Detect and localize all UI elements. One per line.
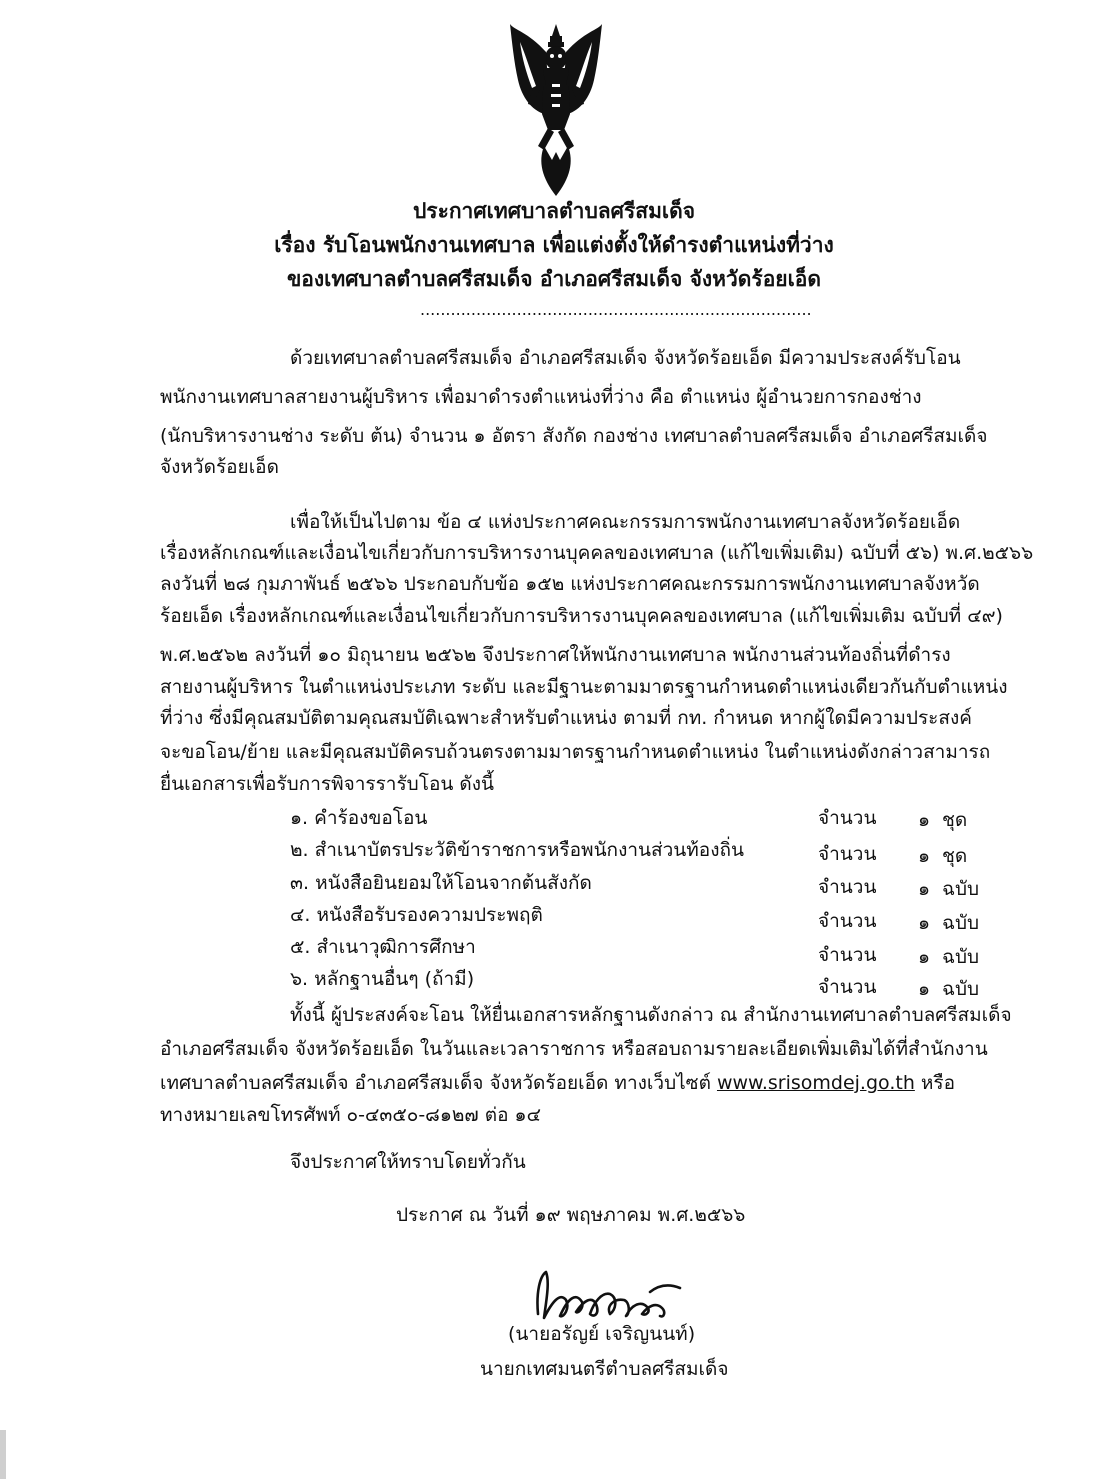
quantity-number: ๑ [918,978,931,1000]
paragraph-line: จะขอโอน/ย้าย และมีคุณสมบัติครบถ้วนตรงตามมาตรฐานกำหนดตำแหน่ง ในตำแหน่งดังกล่าวสามารถ [160,741,991,763]
header-divider: ............................................................................. [420,300,812,319]
announcement-subject: เรื่อง รับโอนพนักงานเทศบาล เพื่อแต่งตั้งให้ดำรงตำแหน่งที่ว่าง [274,233,834,257]
paragraph-line: ร้อยเอ็ด เรื่องหลักเกณฑ์และเงื่อนไขเกี่ยวกับการบริหารงานบุคคลของเทศบาล (แก้ไขเพิ่มเติม ฉบับที่ ๔๙) [160,605,1003,627]
paragraph-line: เรื่องหลักเกณฑ์และเงื่อนไขเกี่ยวกับการบริหารงานบุคคลของเทศบาล (แก้ไขเพิ่มเติม) ฉบับที่ ๕๖) พ.ศ.๒๕๖๖ [160,542,1034,564]
paragraph-line: เพื่อให้เป็นไปตาม ข้อ ๔ แห่งประกาศคณะกรรมการพนักงานเทศบาลจังหวัดร้อยเอ็ด [290,511,961,533]
paragraph-line: พนักงานเทศบาลสายงานผู้บริหาร เพื่อมาดำรงตำแหน่งที่ว่าง คือ ตำแหน่ง ผู้อำนวยการกองช่าง [160,386,922,408]
quantity-unit: ฉบับ [942,978,980,1000]
signer-position: นายกเทศมนตรีตำบลศรีสมเด็จ [480,1358,729,1380]
paragraph-text: หรือ [914,1072,956,1094]
closing-line: จึงประกาศให้ทราบโดยทั่วกัน [290,1151,526,1173]
quantity-word: จำนวน [818,944,877,966]
quantity-unit: ฉบับ [942,912,980,934]
paragraph-line: พ.ศ.๒๕๖๒ ลงวันที่ ๑๐ มิถุนายน ๒๕๖๒ จึงประกาศให้พนักงานเทศบาล พนักงานส่วนท้องถิ่นที่ดำรง [160,644,951,666]
quantity-word: จำนวน [818,843,877,865]
paragraph-line: สายงานผู้บริหาร ในตำแหน่งประเภท ระดับ และมีฐานะตามมาตรฐานกำหนดตำแหน่งเดียวกันกับตำแหน่ง [160,676,1008,698]
quantity-unit: ชุด [942,845,968,867]
paragraph-line: ลงวันที่ ๒๘ กุมภาพันธ์ ๒๕๖๖ ประกอบกับข้อ ๑๕๒ แห่งประกาศคณะกรรมการพนักงานเทศบาลจังหวัด [160,573,980,595]
quantity-unit: ฉบับ [942,878,980,900]
quantity-number: ๑ [918,878,931,900]
document-label: ๖. หลักฐานอื่นๆ (ถ้ามี) [290,968,475,990]
quantity-word: จำนวน [818,910,877,932]
document-label: ๓. หนังสือยินยอมให้โอนจากต้นสังกัด [290,872,592,894]
quantity-number: ๑ [918,809,931,831]
paragraph-line: ที่ว่าง ซึ่งมีคุณสมบัติตามคุณสมบัติเฉพาะสำหรับตำแหน่ง ตามที่ กท. กำหนด หากผู้ใดมีความประสงค์ [160,707,972,729]
quantity-number: ๑ [918,845,931,867]
quantity-unit: ฉบับ [942,946,980,968]
quantity-unit: ชุด [942,809,968,831]
paragraph-line: ทางหมายเลขโทรศัพท์ ๐-๔๓๕๐-๘๑๒๗ ต่อ ๑๔ [160,1104,541,1126]
website-link[interactable]: www.srisomdej.go.th [716,1072,915,1094]
document-label: ๔. หนังสือรับรองความประพฤติ [290,904,543,926]
paragraph-line: อำเภอศรีสมเด็จ จังหวัดร้อยเอ็ด ในวันและเวลาราชการ หรือสอบถามรายละเอียดเพิ่มเติมได้ที่สำนักงาน [160,1038,988,1060]
quantity-word: จำนวน [818,807,877,829]
paragraph-line: ยื่นเอกสารเพื่อรับการพิจารรารับโอน ดังนี้ [160,773,494,795]
document-label: ๒. สำเนาบัตรประวัติข้าราชการหรือพนักงานส่วนท้องถิ่น [290,839,744,861]
quantity-word: จำนวน [818,976,877,998]
paragraph-text: เทศบาลตำบลศรีสมเด็จ อำเภอศรีสมเด็จ จังหวัดร้อยเอ็ด ทางเว็บไซต์ [160,1072,717,1094]
paragraph-line [160,1071,1000,1095]
paragraph-line: ทั้งนี้ ผู้ประสงค์จะโอน ให้ยื่นเอกสารหลักฐานดังกล่าว ณ สำนักงานเทศบาลตำบลศรีสมเด็จ [290,1004,1012,1026]
paragraph-line: จังหวัดร้อยเอ็ด [160,456,279,478]
garuda-emblem-icon [508,22,604,198]
scan-edge-shadow [0,1430,6,1479]
paragraph-line: ด้วยเทศบาลตำบลศรีสมเด็จ อำเภอศรีสมเด็จ จังหวัดร้อยเอ็ด มีความประสงค์รับโอน [290,347,961,369]
document-label: ๕. สำเนาวุฒิการศึกษา [290,936,476,958]
announcement-title: ประกาศเทศบาลตำบลศรีสมเด็จ [412,199,696,223]
quantity-number: ๑ [918,912,931,934]
document-label: ๑. คำร้องขอโอน [290,807,428,829]
date-line: ประกาศ ณ วันที่ ๑๙ พฤษภาคม พ.ศ.๒๕๖๖ [396,1204,746,1226]
paragraph-line: (นักบริหารงานช่าง ระดับ ต้น) จำนวน ๑ อัตรา สังกัด กองช่าง เทศบาลตำบลศรีสมเด็จ อำเภอศรีสมเด็จ [160,425,988,447]
quantity-number: ๑ [918,946,931,968]
signer-name: (นายอรัญย์ เจริญนนท์) [508,1323,696,1345]
announcement-subject-line2: ของเทศบาลตำบลศรีสมเด็จ อำเภอศรีสมเด็จ จังหวัดร้อยเอ็ด [286,267,822,291]
quantity-word: จำนวน [818,876,877,898]
